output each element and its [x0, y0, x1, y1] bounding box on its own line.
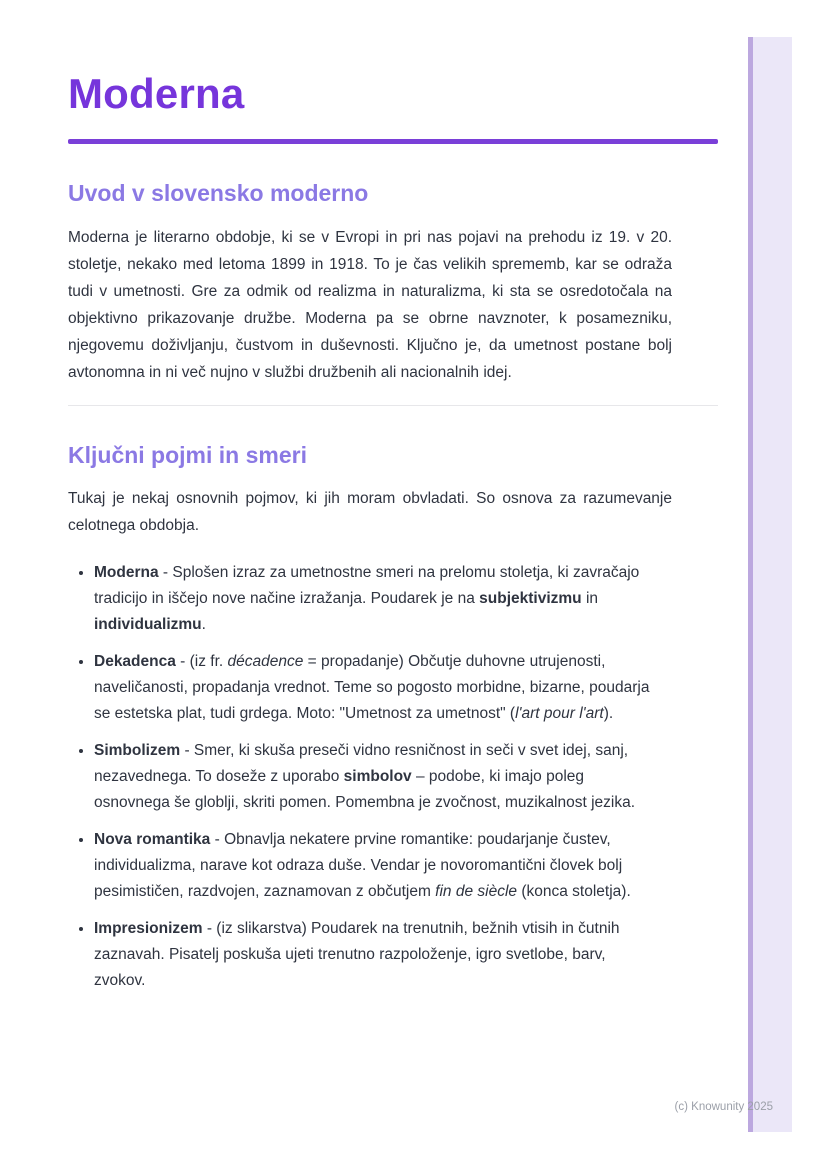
- text-segment: Moderna: [94, 564, 159, 582]
- key-term-item: [94, 737, 654, 816]
- text-segment: Simbolizem: [94, 742, 181, 760]
- text-segment: Nova romantika: [94, 831, 211, 849]
- text-segment: subjektivizmu: [479, 590, 582, 608]
- key-term-item: [94, 559, 654, 638]
- section-heading-uvod: Uvod v slovensko moderno: [68, 180, 369, 207]
- text-segment: in: [581, 590, 599, 608]
- text-segment: - Obnavlja nekatere prvine romantike: poudarjanje čustev, individualizma, narave kot odraza duše. Vendar je novoromantični človek bolj pesimističen, razdvojen, zaznamovan z občutjem: [94, 831, 623, 901]
- text-segment: (konca stoletja).: [517, 883, 631, 901]
- section-intro-paragraph: Tukaj je nekaj osnovnih pojmov, ki jih moram obvladati. So osnova za razumevanje celotnega obdobja.: [68, 490, 672, 535]
- text-segment: Impresionizem: [94, 920, 203, 938]
- text-segment: décadence: [227, 653, 304, 671]
- text-segment: - (iz fr.: [175, 653, 228, 671]
- text-segment: l'art pour l'art: [515, 705, 604, 723]
- key-term-item: [94, 915, 654, 994]
- text-segment: simbolov: [343, 768, 412, 786]
- text-segment: .: [201, 616, 206, 634]
- section-heading-kljucni-pojmi: Ključni pojmi in smeri: [68, 441, 307, 468]
- title-rule: [68, 139, 718, 144]
- key-terms-list: [68, 559, 654, 994]
- text-segment: - Splošen izraz za umetnostne smeri na prelomu stoletja, ki zavračajo tradicijo in iščejo nove načine izražanja. Poudarek je na: [94, 564, 640, 608]
- text-segment: individualizmu: [94, 616, 202, 634]
- text-segment: – podobe, ki imajo poleg osnovnega še globlji, skriti pomen. Pomembna je zvočnost, muzikalnost jezika.: [94, 768, 636, 812]
- key-term-item: [94, 648, 654, 727]
- key-term-item: [94, 826, 654, 905]
- text-segment: fin de siècle: [435, 883, 518, 901]
- intro-paragraph: Moderna je literarno obdobje, ki se v Evropi in pri nas pojavi na prehodu iz 19. v 20. stoletje, nekako med letoma 1899 in 1918. To je čas velikih sprememb, kar se odraža tudi v umetnosti. Gre za odmik od realizma in naturalizma, ki sta se osredotočala na objektivno prikazovanje družbe. Moderna pa se obrne navznoter, k posamezniku, njegovemu doživljanju, čustvom in duševnosti. Ključno je, da umetnost postane bolj avtonomna in ni več nujno v službi družbenih ali nacionalnih idej.: [68, 228, 672, 381]
- text-segment: ).: [603, 705, 614, 723]
- page-margin-stripe: [748, 37, 792, 1132]
- text-segment: - (iz slikarstva) Poudarek na trenutnih, bežnih vtisih in čutnih zaznavah. Pisatelj poskuša ujeti trenutno razpoloženje, igro svetlobe, barv, zvokov.: [94, 920, 620, 990]
- text-segment: - Smer, ki skuša preseči vidno resničnost in seči v svet idej, sanj, nezavednega. To doseže z uporabo: [94, 742, 629, 786]
- page-title: Moderna: [68, 70, 245, 117]
- text-segment: Dekadenca: [94, 653, 176, 671]
- section-divider: [68, 405, 718, 406]
- text-segment: = propadanje) Občutje duhovne utrujenosti, naveličanosti, propadanja vrednot. Teme so pogosto morbidne, bizarne, poudarja se estetska plat, tudi grdega. Moto: "Umetnost za umetnost" (: [94, 653, 650, 723]
- page-content: [68, 0, 718, 1004]
- copyright-footer: (c) Knowunity 2025: [674, 1101, 773, 1113]
